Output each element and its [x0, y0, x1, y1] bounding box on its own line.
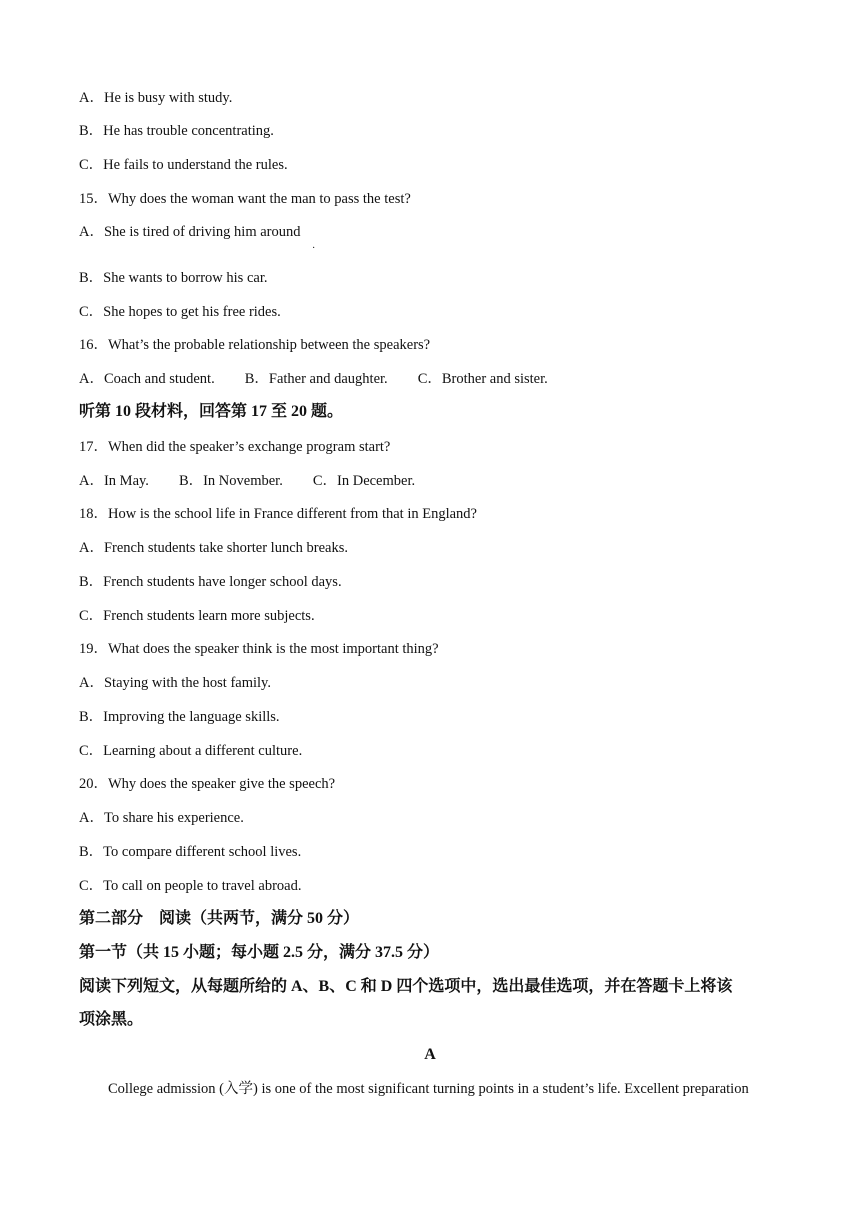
passage-label: A: [424, 1046, 436, 1063]
option-18a: A．French students take shorter lunch breaks.: [79, 540, 348, 556]
option-20c: C．To call on people to travel abroad.: [79, 878, 302, 894]
option-16c: C．Brother and sister.: [417, 371, 548, 387]
option-18b: B．French students have longer school days.: [79, 574, 342, 590]
options-16: [79, 370, 548, 388]
option-19b: B．Improving the language skills.: [79, 709, 280, 725]
section-heading-10: 听第 10 段材料，回答第 17 至 20 题。: [79, 403, 344, 420]
passage-first-line: College admission (入学) is one of the most significant turning points in a student’s life. Excellent preparation: [108, 1081, 749, 1097]
option-17c: C．In December.: [312, 473, 416, 489]
option-15a: A．She is tired of driving him around: [79, 224, 301, 240]
option-19a: A．Staying with the host family.: [79, 675, 271, 691]
option-14c: C．He fails to understand the rules.: [79, 157, 288, 173]
question-16: 16．What’s the probable relationship between the speakers?: [79, 337, 431, 353]
question-18: 18．How is the school life in France different from that in England?: [79, 506, 477, 522]
option-15b: B．She wants to borrow his car.: [79, 270, 268, 286]
question-15: 15．Why does the woman want the man to pass the test?: [79, 191, 411, 207]
option-15c: C．She hopes to get his free rides.: [79, 304, 281, 320]
section-1-heading: 第一节（共 15 小题；每小题 2.5 分，满分 37.5 分）: [79, 944, 440, 961]
option-17a: A．In May.: [79, 473, 149, 489]
part-2-heading: 第二部分 阅读（共两节，满分 50 分）: [79, 910, 360, 927]
instructions-line-2: 项涂黑。: [79, 1011, 144, 1028]
question-20: 20．Why does the speaker give the speech?: [79, 776, 336, 792]
instructions-line-1: 阅读下列短文，从每题所给的 A、B、C 和 D 四个选项中，选出最佳选项，并在答题卡上将该: [79, 978, 733, 995]
option-14a: A．He is busy with study.: [79, 90, 233, 106]
option-20a: A．To share his experience.: [79, 810, 244, 826]
option-20b: B．To compare different school lives.: [79, 844, 302, 860]
option-14b: B．He has trouble concentrating.: [79, 123, 274, 139]
option-16b: B．Father and daughter.: [244, 371, 388, 387]
question-19: 19．What does the speaker think is the most important thing?: [79, 641, 439, 657]
question-17: 17．When did the speaker’s exchange program start?: [79, 439, 391, 455]
stray-dot: ·: [312, 243, 316, 254]
option-19c: C．Learning about a different culture.: [79, 743, 303, 759]
option-18c: C．French students learn more subjects.: [79, 608, 315, 624]
option-16a: A．Coach and student.: [79, 371, 215, 387]
options-17: [79, 472, 415, 490]
option-17b: B．In November.: [178, 473, 283, 489]
